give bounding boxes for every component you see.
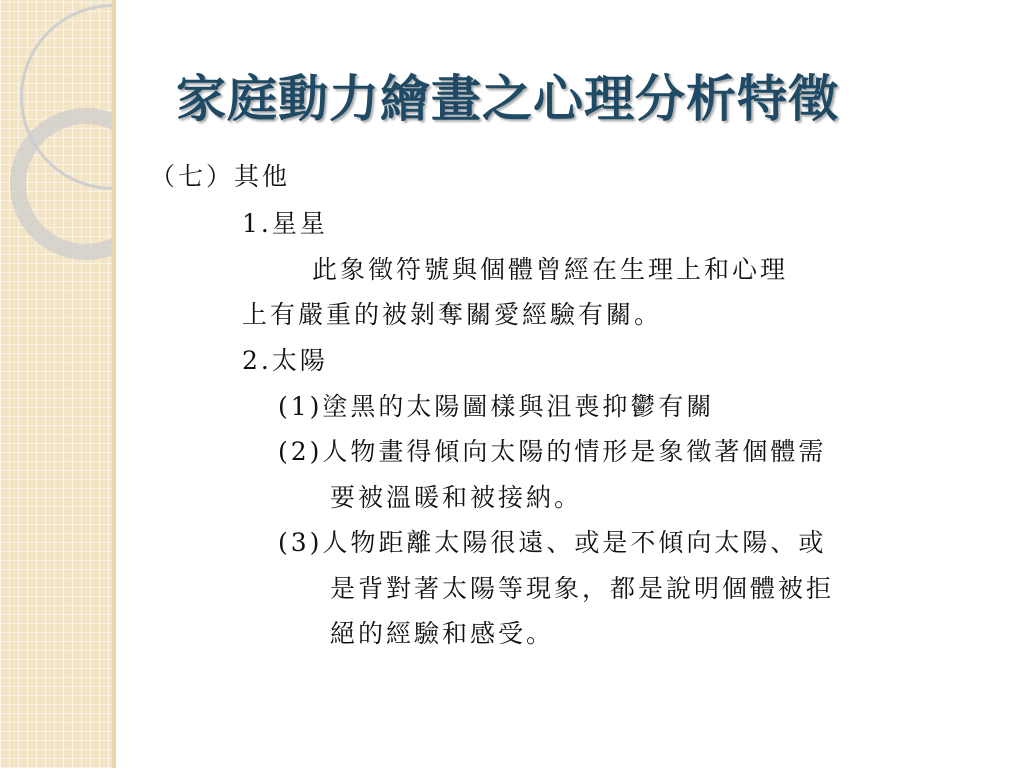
side-panel-edge — [112, 0, 116, 768]
sub-item-continuation: 絕的經驗和感受。 — [330, 619, 555, 648]
slide-title: 家庭動力繪畫之心理分析特徵 — [176, 69, 839, 128]
item-heading-star: 1.星星 — [242, 209, 328, 238]
paragraph-line: 上有嚴重的被剝奪關愛經驗有關。 — [242, 300, 663, 329]
paragraph-line: 此象徵符號與個體曾經在生理上和心理 — [312, 255, 789, 284]
section-heading: （七）其他 — [150, 162, 291, 191]
sub-item-continuation: 要被溫暖和被接納。 — [330, 483, 583, 512]
sub-item-continuation: 是背對著太陽等現象，都是說明個體被拒 — [330, 574, 835, 603]
sub-item: (3)人物距離太陽很遠、或是不傾向太陽、或 — [278, 528, 827, 557]
sub-item: (2)人物畫得傾向太陽的情形是象徵著個體需 — [278, 437, 827, 466]
decorative-ring — [10, 108, 112, 260]
item-heading-sun: 2.太陽 — [242, 346, 328, 375]
sub-item: (1)塗黑的太陽圖樣與沮喪抑鬱有關 — [278, 392, 715, 421]
decorative-side-panel — [0, 0, 112, 768]
